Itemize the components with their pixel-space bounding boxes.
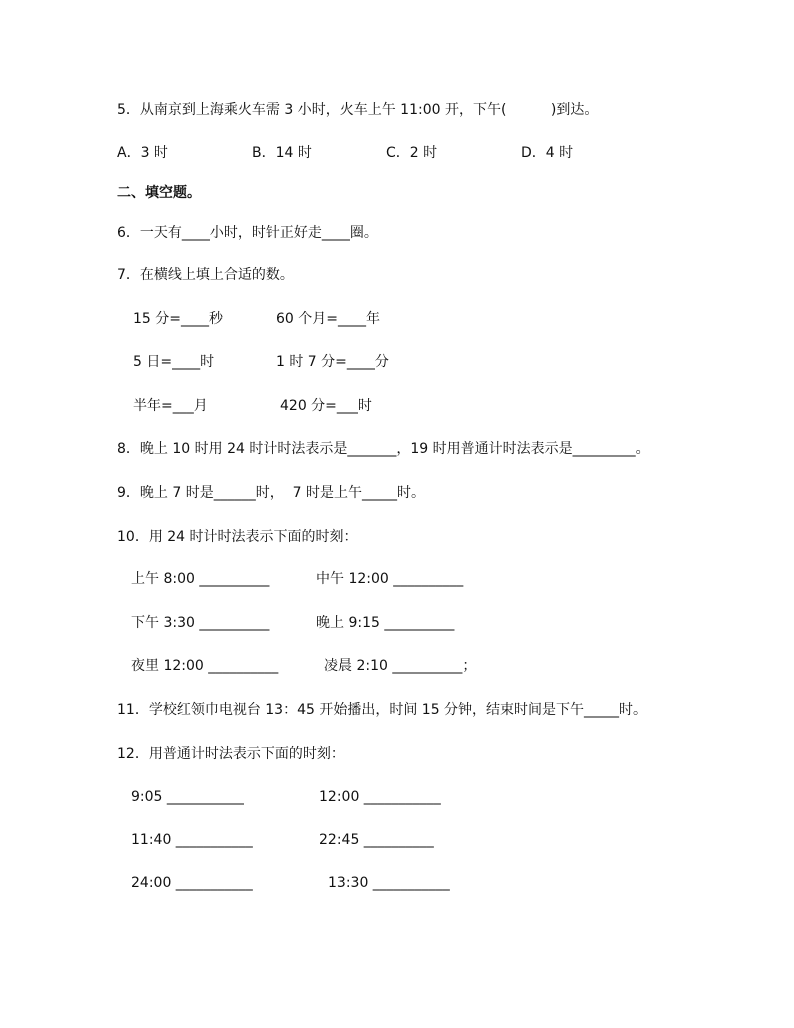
question-8: 8．晚上 10 时用 24 时计时法表示是_______，19 时用普通计时法表示是_________。 (117, 441, 650, 457)
question-7-item-5: 半年=___月 (133, 398, 208, 414)
question-5-stem: 5．从南京到上海乘火车需 3 小时，火车上午 11:00 开，下午( )到达。 (117, 102, 599, 118)
question-10-item-6: 凌晨 2:10 __________； (324, 658, 477, 674)
question-5-option-b: B．14 时 (252, 145, 312, 161)
question-9: 9．晚上 7 时是______时， 7 时是上午_____时。 (117, 485, 425, 501)
question-10-item-1: 上午 8:00 __________ (131, 571, 270, 587)
question-5-option-c: C．2 时 (386, 145, 438, 161)
question-12-item-5: 24:00 ___________ (131, 875, 253, 891)
section-2-title: 二、填空题。 (117, 185, 201, 201)
question-11: 11．学校红领巾电视台 13：45 开始播出，时间 15 分钟，结束时间是下午_____时。 (117, 702, 648, 718)
question-10-item-3: 下午 3:30 __________ (131, 615, 270, 631)
question-10-stem: 10．用 24 时计时法表示下面的时刻： (117, 529, 358, 545)
question-10-item-5: 夜里 12:00 __________ (131, 658, 279, 674)
question-7-stem: 7．在横线上填上合适的数。 (117, 267, 294, 283)
question-7-item-1: 15 分=____秒 (133, 311, 223, 327)
question-7-item-3: 5 日=____时 (133, 354, 215, 370)
question-10-item-4: 晚上 9:15 __________ (316, 615, 455, 631)
question-7-item-4: 1 时 7 分=____分 (276, 354, 389, 370)
question-10-item-2: 中午 12:00 __________ (316, 571, 464, 587)
question-7-item-6: 420 分=___时 (280, 398, 372, 414)
question-12-item-2: 12:00 ___________ (319, 789, 441, 805)
question-12-stem: 12．用普通计时法表示下面的时刻： (117, 746, 345, 762)
question-12-item-3: 11:40 ___________ (131, 832, 253, 848)
question-12-item-1: 9:05 ___________ (131, 789, 244, 805)
question-12-item-6: 13:30 ___________ (328, 875, 450, 891)
question-12-item-4: 22:45 __________ (319, 832, 434, 848)
question-7-item-2: 60 个月=____年 (276, 311, 380, 327)
question-6: 6．一天有____小时，时针正好走____圈。 (117, 225, 378, 241)
question-5-option-a: A．3 时 (117, 145, 168, 161)
question-5-option-d: D．4 时 (521, 145, 574, 161)
